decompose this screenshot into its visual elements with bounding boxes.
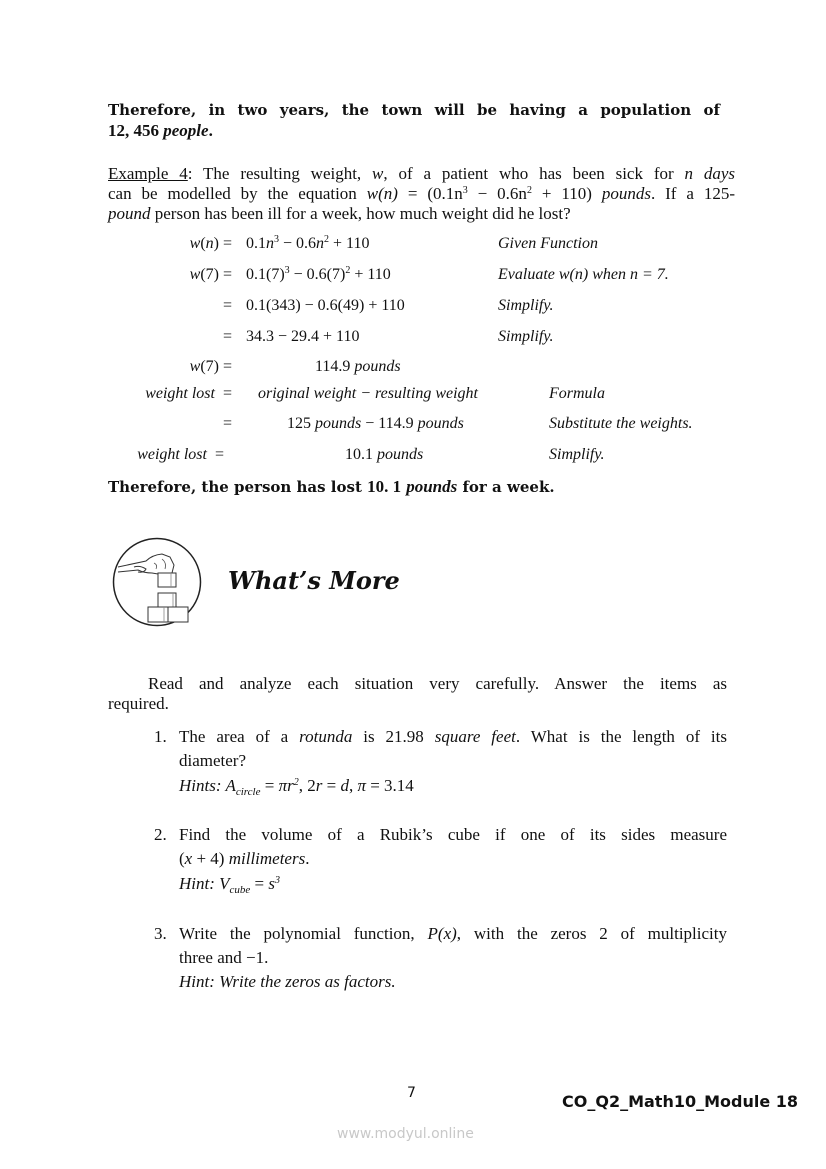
step-rhs: 10.1 pounds xyxy=(345,446,424,463)
text: The area of a xyxy=(179,727,300,746)
item-1-hint: Hints: $A_{circle} = \pi r^2$, 2r = d, π = 3.14 xyxy=(179,776,414,798)
module-code: CO_Q2_Math10_Module 18 xyxy=(562,1092,799,1111)
text: Therefore, the person has lost xyxy=(108,478,368,496)
item-2-hint: Hint: $V_{cube} = s^3$ xyxy=(179,874,281,896)
eq-lhs: w(n) xyxy=(366,184,398,203)
instructions-line1: Read and analyze each situation very carefully. Answer the items as xyxy=(148,674,727,693)
exponent: 3 xyxy=(462,185,468,196)
step-lhs: w(7) = xyxy=(189,358,232,375)
page-number: 7 xyxy=(407,1085,416,1101)
example4-label: Example 4 xyxy=(108,164,188,183)
subscript: cube xyxy=(229,884,251,896)
step-rhs: 114.9 pounds xyxy=(315,358,401,375)
formula-symbol: A xyxy=(225,776,236,795)
conclusion-weight-lost xyxy=(108,477,555,497)
watermark: www.modyul.online xyxy=(337,1126,474,1142)
text: . If a 125- xyxy=(650,184,735,203)
var-w: w xyxy=(372,164,384,183)
step-lhs: = xyxy=(222,297,232,314)
text: person has been ill for a week, how much weight did he lost? xyxy=(150,204,571,223)
text: , with the zeros 2 of multiplicity xyxy=(456,924,727,943)
item-3-line2: three and −1. xyxy=(179,948,269,967)
step-note: Simplify. xyxy=(498,297,554,314)
item-2-line1: Find the volume of a Rubik’s cube if one of its sides measure xyxy=(179,825,727,844)
step-note: Given Function xyxy=(498,235,598,252)
step-lhs: weight lost = xyxy=(145,385,232,402)
weight-number: 10. 1 xyxy=(367,477,402,496)
exponent: 2 xyxy=(526,185,532,196)
text: , of a patient who has been sick for xyxy=(383,164,685,183)
section-title: What’s More xyxy=(228,566,400,595)
item-1-number: 1. xyxy=(154,727,167,746)
step-lhs: w(n) = xyxy=(189,235,232,252)
conclusion-population-line1: Therefore, in two years, the town will be having a population of xyxy=(108,101,720,119)
hint-label: Hint: xyxy=(179,874,220,893)
subscript: circle xyxy=(235,786,261,798)
step-rhs: 34.3 − 29.4 + 110 xyxy=(246,328,360,345)
exponent: 3 xyxy=(275,875,281,886)
exponent: 2 xyxy=(293,777,299,788)
formula-symbol: V xyxy=(219,874,230,893)
item-2-number: 2. xyxy=(154,825,167,844)
item-2-line2: (x + 4) millimeters. xyxy=(179,849,310,868)
text: . xyxy=(305,849,310,868)
step-lhs: = xyxy=(222,415,232,432)
hand-stacking-blocks-icon xyxy=(112,537,202,627)
step-note: Evaluate w(n) when n = 7. xyxy=(498,266,669,283)
step-lhs: = xyxy=(222,328,232,345)
step-rhs: 0.1(343) − 0.6(49) + 110 xyxy=(246,297,405,314)
step-rhs: $0.1n^3 - 0.6n^2 + 110$ xyxy=(246,234,370,252)
item-3-hint: Hint: Write the zeros as factors. xyxy=(179,972,396,991)
rotunda: rotunda xyxy=(299,727,353,746)
step-note: Simplify. xyxy=(549,446,605,463)
text: for a week. xyxy=(457,478,555,496)
unit: millimeters xyxy=(228,849,306,868)
text: is 21.98 xyxy=(352,727,435,746)
step-lhs: weight lost = xyxy=(137,446,224,463)
step-rhs: original weight − resulting weight xyxy=(258,385,478,402)
text: : The resulting weight, xyxy=(187,164,373,183)
text: . What is the length of its xyxy=(515,727,727,746)
example4-line1 xyxy=(108,164,735,184)
text: can be modelled by the equation xyxy=(108,184,367,203)
step-note: Substitute the weights. xyxy=(549,415,693,432)
eq-text: = (0.1n xyxy=(397,184,463,203)
population-number: 12, 456 xyxy=(108,121,159,140)
unit: square feet xyxy=(434,727,516,746)
eq-text: − 0.6n xyxy=(467,184,527,203)
step-rhs: $0.1(7)^3 - 0.6(7)^2 + 110$ xyxy=(246,265,391,283)
weight-unit: pounds xyxy=(406,477,458,496)
instructions-line2: required. xyxy=(108,694,169,713)
example4-line3 xyxy=(108,204,571,224)
population-unit: people xyxy=(163,121,209,140)
text: Write the polynomial function, xyxy=(179,924,428,943)
n-days: n days xyxy=(684,164,736,183)
item-1-line2: diameter? xyxy=(179,751,247,770)
step-lhs: w(7) = xyxy=(189,266,232,283)
item-3-line1 xyxy=(179,924,727,944)
step-rhs: 125 pounds − 114.9 pounds xyxy=(287,415,464,432)
pound-word: pound xyxy=(108,204,151,223)
hint-label: Hints: xyxy=(179,776,226,795)
eq-text: + 110) xyxy=(531,184,602,203)
eq-unit: pounds xyxy=(601,184,651,203)
function-name: P(x) xyxy=(427,924,457,943)
period: . xyxy=(208,121,213,140)
item-3-number: 3. xyxy=(154,924,167,943)
step-note: Simplify. xyxy=(498,328,554,345)
item-1-line1 xyxy=(179,727,727,747)
conclusion-population-line2 xyxy=(108,121,213,141)
step-note: Formula xyxy=(549,385,605,402)
example4-line2 xyxy=(108,184,735,204)
